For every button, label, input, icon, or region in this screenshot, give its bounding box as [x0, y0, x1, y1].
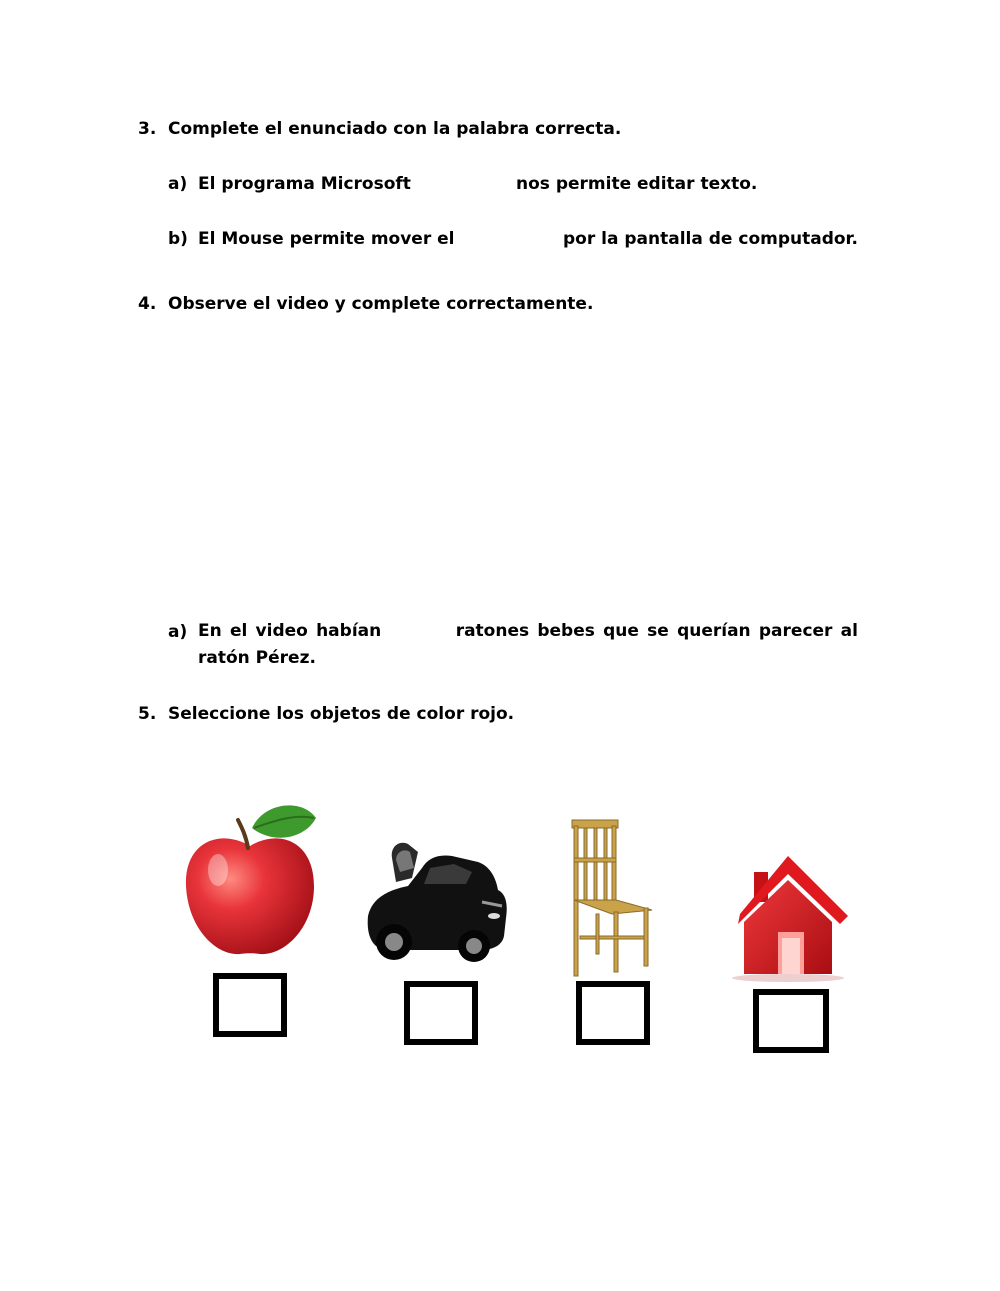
chair-icon	[568, 818, 654, 980]
q3a-label: a)	[168, 174, 188, 194]
q4a-word: se	[647, 621, 669, 641]
q4a-word: habían	[316, 621, 382, 641]
q4a-word: parecer	[758, 621, 833, 641]
toy-car-icon	[362, 838, 510, 970]
checkbox-car[interactable]	[404, 981, 478, 1045]
q3-number: 3.	[138, 119, 157, 139]
q4-prompt: Observe el video y complete correctamente.	[168, 294, 594, 314]
q5-prompt: Seleccione los objetos de color rojo.	[168, 704, 515, 724]
checkbox-chair[interactable]	[576, 981, 650, 1045]
q4a-label: a)	[168, 622, 188, 642]
q5-number: 5.	[138, 704, 157, 724]
q3-prompt: Complete el enunciado con la palabra correcta.	[168, 119, 622, 139]
q3b-label: b)	[168, 229, 188, 249]
q4a-word: que	[603, 621, 639, 641]
apple-icon	[180, 798, 320, 958]
q4a-word: al	[840, 621, 858, 641]
q4a-word: ratones	[455, 621, 530, 641]
q4-number: 4.	[138, 294, 157, 314]
q4a-line2: ratón Pérez.	[198, 648, 316, 668]
q4a-word: el	[229, 621, 248, 641]
q3b-text-before: El Mouse permite mover el	[198, 229, 455, 249]
checkbox-apple[interactable]	[213, 973, 287, 1037]
house-icon	[724, 852, 852, 982]
q3b-text-after: por la pantalla de computador.	[563, 229, 858, 249]
q3b-answer-blank[interactable]	[460, 225, 558, 251]
q4a-answer-blank[interactable]	[389, 618, 447, 645]
q4a-word: En	[198, 621, 222, 641]
q3a-text-after: nos permite editar texto.	[516, 174, 758, 194]
q3a-answer-blank[interactable]	[420, 170, 510, 196]
checkbox-house[interactable]	[753, 989, 829, 1053]
q4a-statement	[198, 618, 858, 672]
q4a-word: video	[255, 621, 308, 641]
q4a-word: querían	[677, 621, 751, 641]
video-area[interactable]	[168, 330, 858, 600]
q4a-word: bebes	[537, 621, 595, 641]
q3a-text-before: El programa Microsoft	[198, 174, 411, 194]
